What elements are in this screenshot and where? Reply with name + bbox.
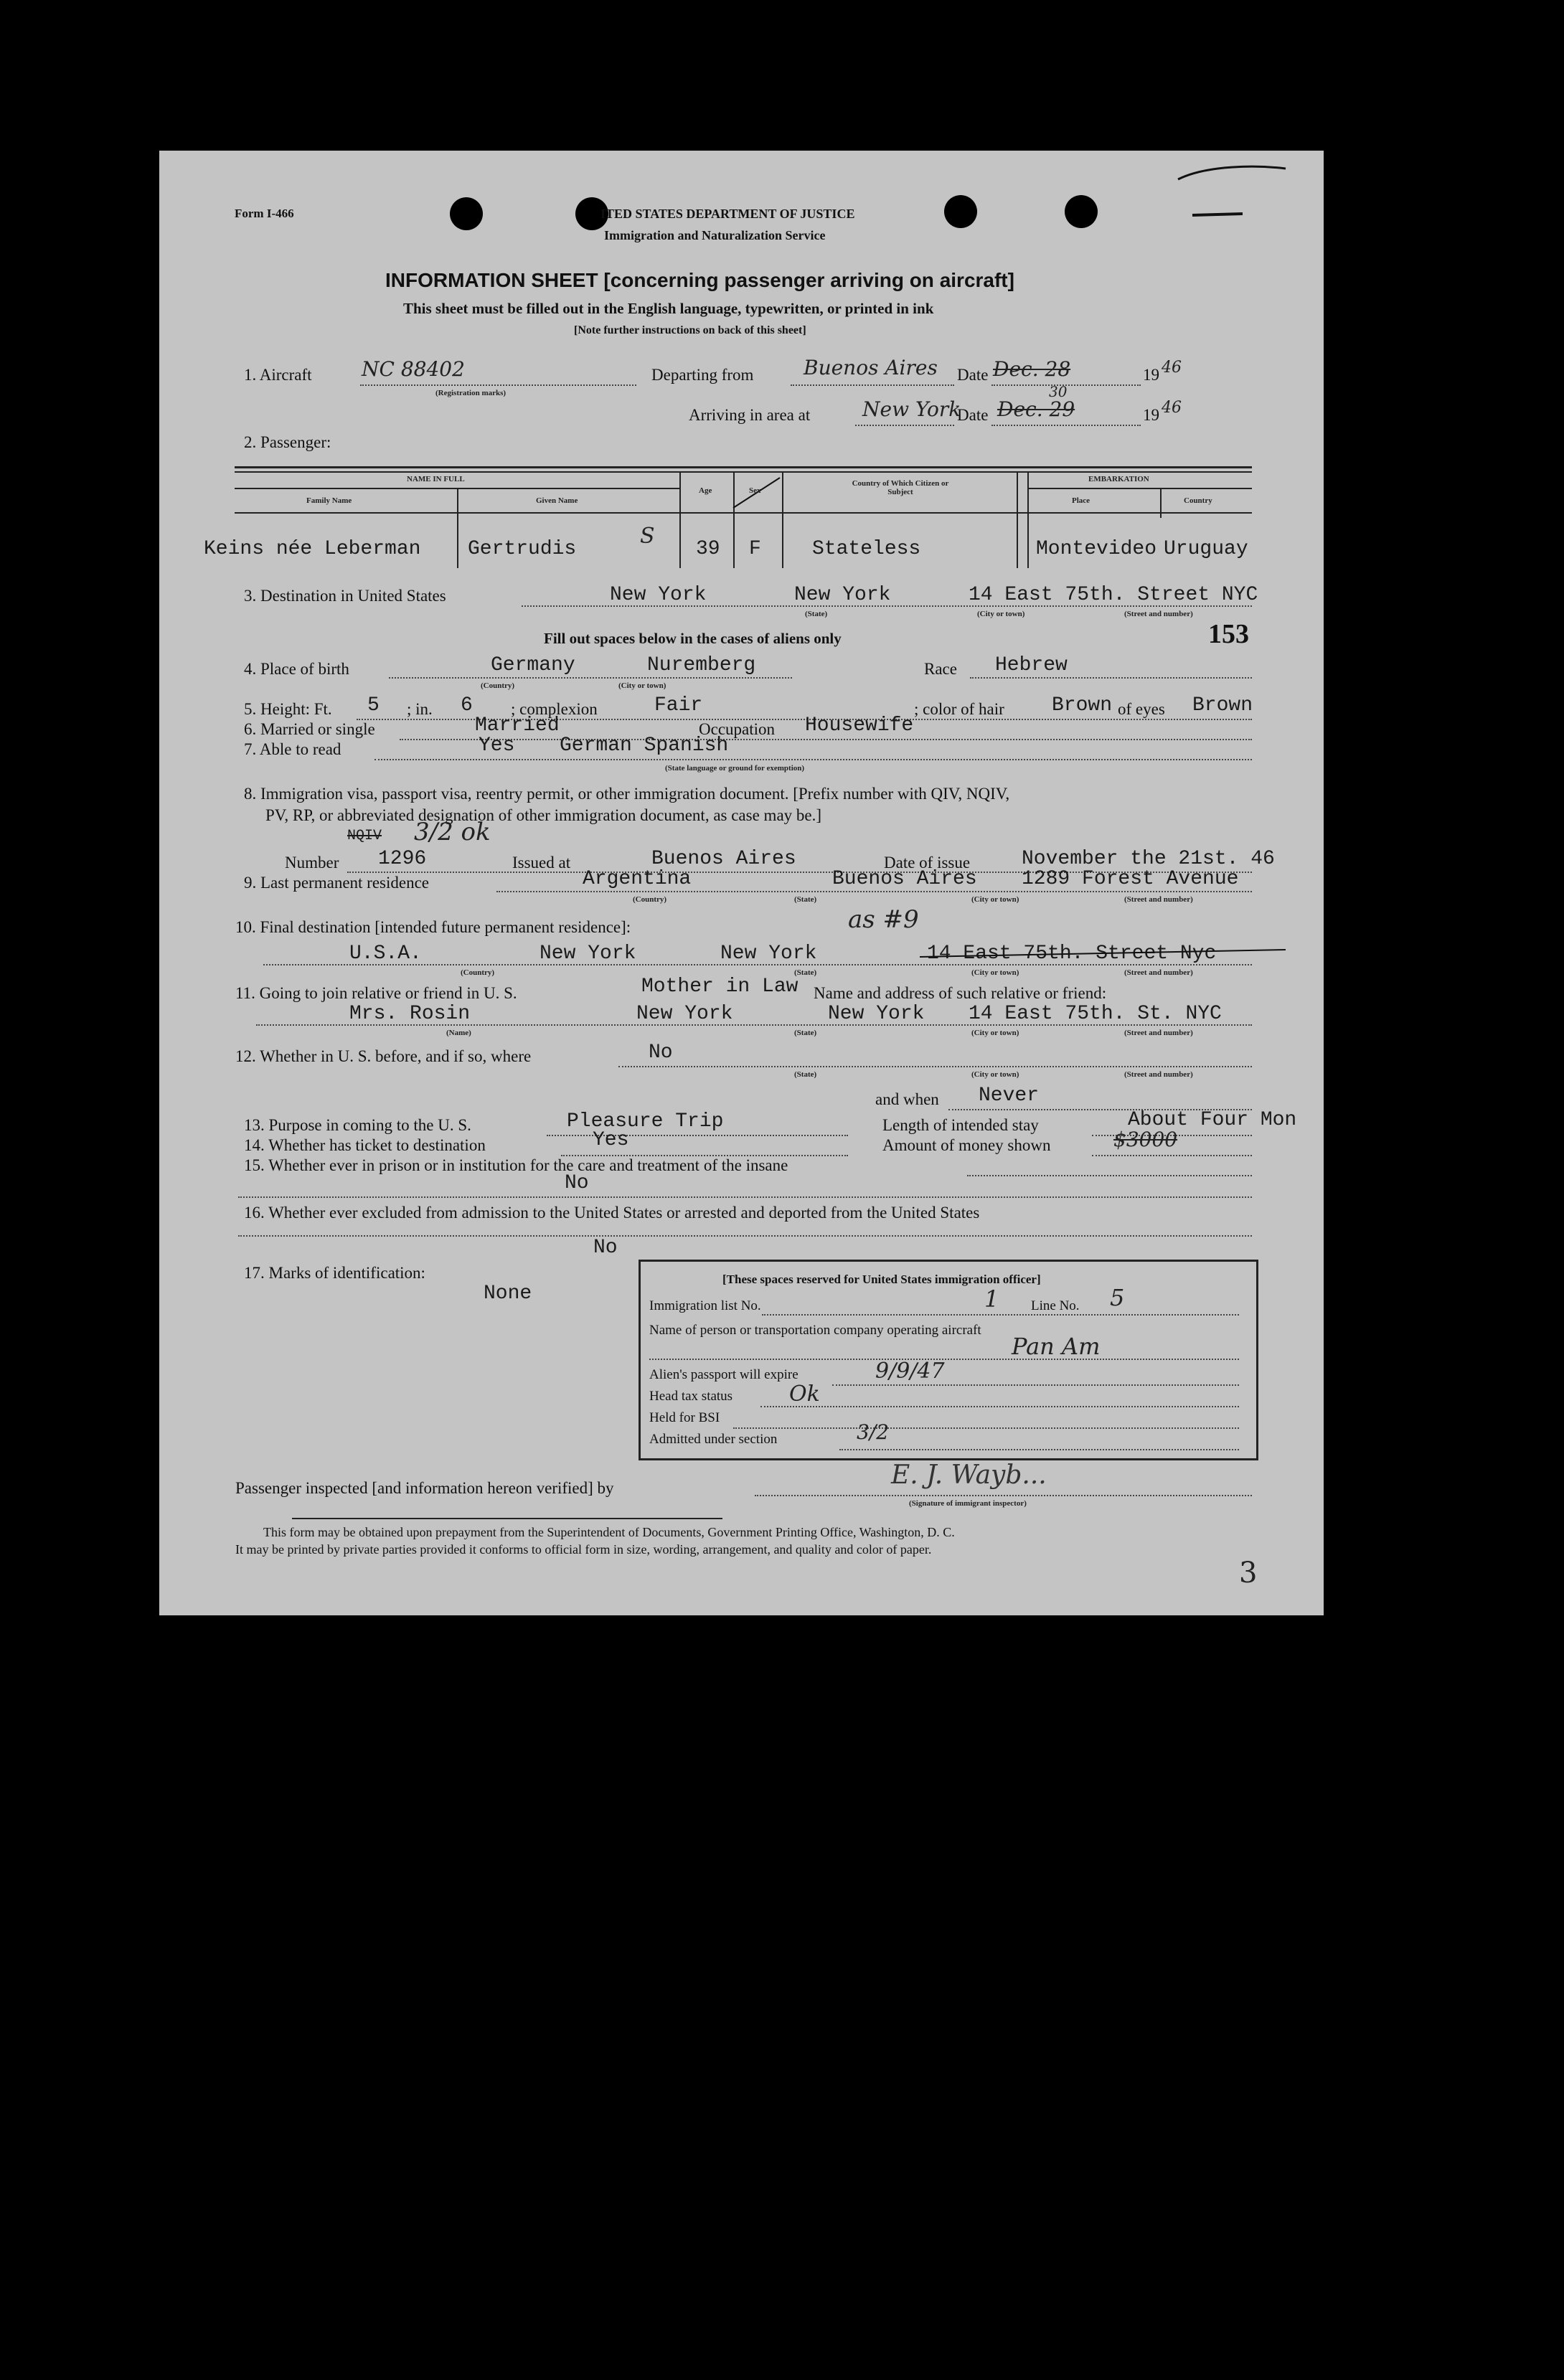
handwritten-final-destination: as #9 <box>848 905 919 934</box>
strike-line <box>920 937 1293 965</box>
item1-label: 1. Aircraft <box>244 366 312 384</box>
fill-line <box>238 1196 1252 1198</box>
caption: (City or town) <box>977 610 1025 618</box>
residence-city: Buenos Aires <box>832 868 977 890</box>
departing-label: Departing from <box>651 366 754 384</box>
relative-name: Mrs. Rosin <box>349 1003 471 1025</box>
year-prefix: 19 <box>1143 366 1159 384</box>
caption: (City or town) <box>971 895 1019 904</box>
item12-label: 12. Whether in U. S. before, and if so, where <box>235 1047 532 1065</box>
caption: (Street and number) <box>1124 1070 1193 1079</box>
when-label: and when <box>875 1090 939 1108</box>
item6-label: 6. Married or single <box>244 720 375 738</box>
table-rule <box>1027 471 1029 568</box>
item10-label: 10. Final destination [intended future permanent residence]: <box>235 918 631 936</box>
caption: (Country) <box>633 895 667 904</box>
stay-value: About Four Mon <box>1128 1109 1297 1131</box>
excluded-value: No <box>593 1237 618 1259</box>
hair-label: ; color of hair <box>914 700 1004 718</box>
race-value: Hebrew <box>995 654 1068 676</box>
item3-label: 3. Destination in United States <box>244 587 446 605</box>
handwritten-mark: S <box>640 524 655 549</box>
final-street: 14 East 75th. Street Nyc <box>927 943 1217 965</box>
table-rule <box>1027 488 1252 489</box>
race-label: Race <box>924 660 957 678</box>
col-name-in-full: NAME IN FULL <box>407 475 465 483</box>
inches-label: ; in. <box>407 700 433 718</box>
arrival-year: 46 <box>1162 399 1182 417</box>
fill-line <box>1092 1155 1252 1156</box>
punch-hole <box>450 197 483 230</box>
marital-status: Married <box>475 714 560 737</box>
read-languages: German Spanish <box>560 735 729 757</box>
item4-label: 4. Place of birth <box>244 660 349 678</box>
passenger-sex: F <box>749 538 761 560</box>
caption: (State) <box>794 968 817 977</box>
col-embarkation: EMBARKATION <box>1088 475 1149 483</box>
table-rule <box>679 471 681 568</box>
table-rule <box>235 466 1252 468</box>
passenger-given-name: Gertrudis <box>468 538 577 560</box>
caption: (City or town) <box>971 1070 1019 1079</box>
line-no-label: Line No. <box>1031 1298 1080 1313</box>
handwritten-visa-note: 3/2 ok <box>414 818 491 846</box>
col-sex: Sex <box>749 486 761 495</box>
residence-country: Argentina <box>583 868 692 890</box>
fill-line <box>967 1175 1252 1176</box>
inspector-signature: E. J. Wayb... <box>891 1460 1047 1490</box>
when-value: Never <box>979 1085 1040 1107</box>
fill-line <box>238 1235 1252 1237</box>
height-feet: 5 <box>367 694 380 717</box>
arriving-label: Arriving in area at <box>689 406 811 424</box>
fill-line <box>760 1406 1239 1407</box>
date-label: Date <box>957 406 989 424</box>
departing-value: Buenos Aires <box>804 356 938 379</box>
embarkation-place: Montevideo <box>1036 538 1157 560</box>
table-rule <box>1160 489 1162 518</box>
item8-line1: 8. Immigration visa, passport visa, reentry permit, or other immigration document. [Prefix number with QIV, NQIV, <box>244 785 1010 803</box>
caption: (State) <box>805 610 828 618</box>
complexion-label: ; complexion <box>511 700 598 718</box>
instruction-line: This sheet must be filled out in the English language, typewritten, or printed in ink <box>403 300 934 317</box>
able-to-read: Yes <box>479 735 515 757</box>
caption: (Street and number) <box>1124 895 1193 904</box>
final-state: New York <box>540 943 636 965</box>
fill-line <box>547 1135 848 1136</box>
fill-line <box>618 1066 1252 1067</box>
eyes-value: Brown <box>1192 694 1253 717</box>
fill-line <box>522 605 1252 607</box>
line-no-value: 5 <box>1110 1284 1125 1311</box>
fill-line <box>839 1449 1239 1450</box>
list-no-label: Immigration list No. <box>649 1298 761 1313</box>
col-family-name: Family Name <box>306 496 352 505</box>
admitted-label: Admitted under section <box>649 1432 778 1447</box>
fill-line <box>733 1427 1239 1429</box>
officer-box <box>639 1260 1258 1460</box>
punch-hole <box>1065 195 1098 228</box>
fill-line <box>360 384 636 386</box>
caption: (Registration marks) <box>435 389 507 397</box>
fill-line <box>374 759 1252 760</box>
final-country: U.S.A. <box>349 943 422 965</box>
admitted-value: 3/2 <box>857 1420 890 1444</box>
item9-label: 9. Last permanent residence <box>244 874 429 892</box>
relative-state: New York <box>636 1003 733 1025</box>
occupation-label: Occupation <box>699 720 776 738</box>
height-inches: 6 <box>461 694 473 717</box>
officer-box-title: [These spaces reserved for United States immigration officer] <box>722 1272 1041 1286</box>
caption: (State) <box>794 1070 817 1079</box>
fill-line <box>496 891 1252 892</box>
document-prefix: NQIV <box>347 828 382 844</box>
arriving-value: New York <box>862 397 961 421</box>
birth-country: Germany <box>491 654 575 676</box>
caption: (City or town) <box>618 681 666 690</box>
item8-line2: PV, RP, or abbreviated designation of other immigration document, as case may be.] <box>265 806 822 824</box>
corner-mark: 3 <box>1239 1557 1258 1590</box>
destination-state: New York <box>610 584 707 606</box>
fill-line <box>991 425 1141 426</box>
inspected-label: Passenger inspected [and information hereon verified] by <box>235 1479 614 1497</box>
fill-line <box>400 739 1252 740</box>
service-heading: Immigration and Naturalization Service <box>604 228 826 242</box>
item13-label: 13. Purpose in coming to the U. S. <box>244 1116 471 1134</box>
number-label: Number <box>285 854 339 872</box>
caption: (Country) <box>461 968 495 977</box>
purpose-value: Pleasure Trip <box>567 1110 724 1133</box>
table-rule <box>457 489 458 568</box>
departure-year: 46 <box>1162 359 1182 377</box>
fill-line <box>970 677 1252 679</box>
passenger-age: 39 <box>696 538 720 560</box>
form-title: INFORMATION SHEET [concerning passenger arriving on aircraft] <box>385 269 1014 291</box>
year-prefix: 19 <box>1143 406 1159 424</box>
department-heading: ITED STATES DEPARTMENT OF JUSTICE <box>600 207 855 221</box>
company-value: Pan Am <box>1012 1333 1101 1360</box>
caption: (Name) <box>446 1029 471 1037</box>
col-age: Age <box>699 486 712 495</box>
hair-value: Brown <box>1052 694 1113 717</box>
caption: (City or town) <box>971 1029 1019 1037</box>
embarkation-country: Uruguay <box>1164 538 1248 560</box>
money-label: Amount of money shown <box>882 1136 1051 1154</box>
bsi-label: Held for BSI <box>649 1410 720 1425</box>
passport-label: Alien's passport will expire <box>649 1367 799 1382</box>
item11-label2: Name and address of such relative or friend: <box>814 984 1107 1002</box>
col-country-citizen: Country of Which Citizen or Subject <box>852 479 949 496</box>
list-number: 153 <box>1208 619 1249 649</box>
caption: (Street and number) <box>1124 610 1193 618</box>
item16-label: 16. Whether ever excluded from admission to the United States or arrested and deported from the United States <box>244 1204 980 1222</box>
item7-label: 7. Able to read <box>244 740 341 758</box>
relation-value: Mother in Law <box>641 976 799 998</box>
departure-date: Dec. 28 <box>993 357 1071 381</box>
passenger-family-name: Keins née Leberman <box>204 538 421 560</box>
punch-hole <box>944 195 977 228</box>
footer-rule <box>292 1518 722 1519</box>
relative-city: New York <box>828 1003 925 1025</box>
item5-label: 5. Height: Ft. <box>244 700 332 718</box>
col-place: Place <box>1072 496 1090 505</box>
fill-line <box>855 425 954 426</box>
final-city: New York <box>720 943 817 965</box>
head-tax-label: Head tax status <box>649 1389 733 1404</box>
relative-street: 14 East 75th. St. NYC <box>969 1003 1222 1025</box>
caption: (State) <box>794 895 817 904</box>
fill-line <box>755 1495 1252 1496</box>
destination-city: New York <box>794 584 891 606</box>
residence-street: 1289 Forest Avenue <box>1022 868 1239 890</box>
form-number: Form I-466 <box>235 207 294 220</box>
company-label: Name of person or transportation company operating aircraft <box>649 1323 981 1338</box>
caption: (State) <box>794 1029 817 1037</box>
item11-label: 11. Going to join relative or friend in U. S. <box>235 984 517 1002</box>
table-rule <box>1017 471 1018 568</box>
col-given-name: Given Name <box>536 496 578 505</box>
fill-line <box>389 677 792 679</box>
item17-label: 17. Marks of identification: <box>244 1264 425 1282</box>
money-value: $3000 <box>1113 1128 1178 1151</box>
caption: (City or town) <box>971 968 1019 977</box>
item14-label: 14. Whether has ticket to destination <box>244 1136 486 1154</box>
caption: (Street and number) <box>1124 968 1193 977</box>
footer-line1: This form may be obtained upon prepayment from the Superintendent of Documents, Government Printing Office, Washington, D. C. <box>263 1525 955 1539</box>
birth-city: Nuremberg <box>647 654 756 676</box>
fill-line <box>256 1024 1252 1026</box>
information-sheet <box>159 151 1324 1615</box>
pen-mark <box>1149 158 1307 237</box>
fill-line <box>762 1314 1239 1316</box>
passenger-citizenship: Stateless <box>812 538 921 560</box>
issue-date-label: Date of issue <box>884 854 971 872</box>
caption: (Country) <box>481 681 515 690</box>
item15-label: 15. Whether ever in prison or in institution for the care and treatment of the insane <box>244 1156 788 1174</box>
stay-label: Length of intended stay <box>882 1116 1039 1134</box>
issue-date: November the 21st. 46 <box>1022 848 1275 870</box>
item2-label: 2. Passenger: <box>244 433 331 451</box>
aircraft-value: NC 88402 <box>362 357 465 381</box>
document-number: 1296 <box>378 848 427 870</box>
instruction-note: [Note further instructions on back of this sheet] <box>574 324 806 336</box>
caption: (State language or ground for exemption) <box>665 764 805 773</box>
fill-line <box>791 384 954 386</box>
previously-in-us: No <box>649 1042 673 1064</box>
list-no-value: 1 <box>984 1285 999 1313</box>
fill-line <box>832 1384 1239 1386</box>
prison-value: No <box>565 1172 589 1194</box>
arrival-date: Dec. 29 <box>997 397 1075 421</box>
fill-line <box>263 964 1252 965</box>
destination-street: 14 East 75th. Street NYC <box>969 584 1258 606</box>
eyes-label: of eyes <box>1118 700 1165 718</box>
ticket-value: Yes <box>593 1129 629 1151</box>
issued-label: Issued at <box>512 854 571 872</box>
marks-value: None <box>484 1283 532 1305</box>
caption: (Street and number) <box>1124 1029 1193 1037</box>
footer-line2: It may be printed by private parties provided it conforms to official form in size, wording, arrangement, and quality and color of paper. <box>235 1542 932 1557</box>
complexion-value: Fair <box>654 694 703 717</box>
arrival-date-correction: 30 <box>1049 383 1068 400</box>
col-country: Country <box>1184 496 1212 505</box>
occupation-value: Housewife <box>805 714 914 737</box>
issued-at: Buenos Aires <box>651 848 796 870</box>
aliens-only-note: Fill out spaces below in the cases of aliens only <box>544 630 842 647</box>
caption: (Signature of immigrant inspector) <box>909 1499 1027 1508</box>
passport-value: 9/9/47 <box>875 1359 945 1384</box>
date-label: Date <box>957 366 989 384</box>
head-tax-value: Ok <box>789 1382 820 1407</box>
